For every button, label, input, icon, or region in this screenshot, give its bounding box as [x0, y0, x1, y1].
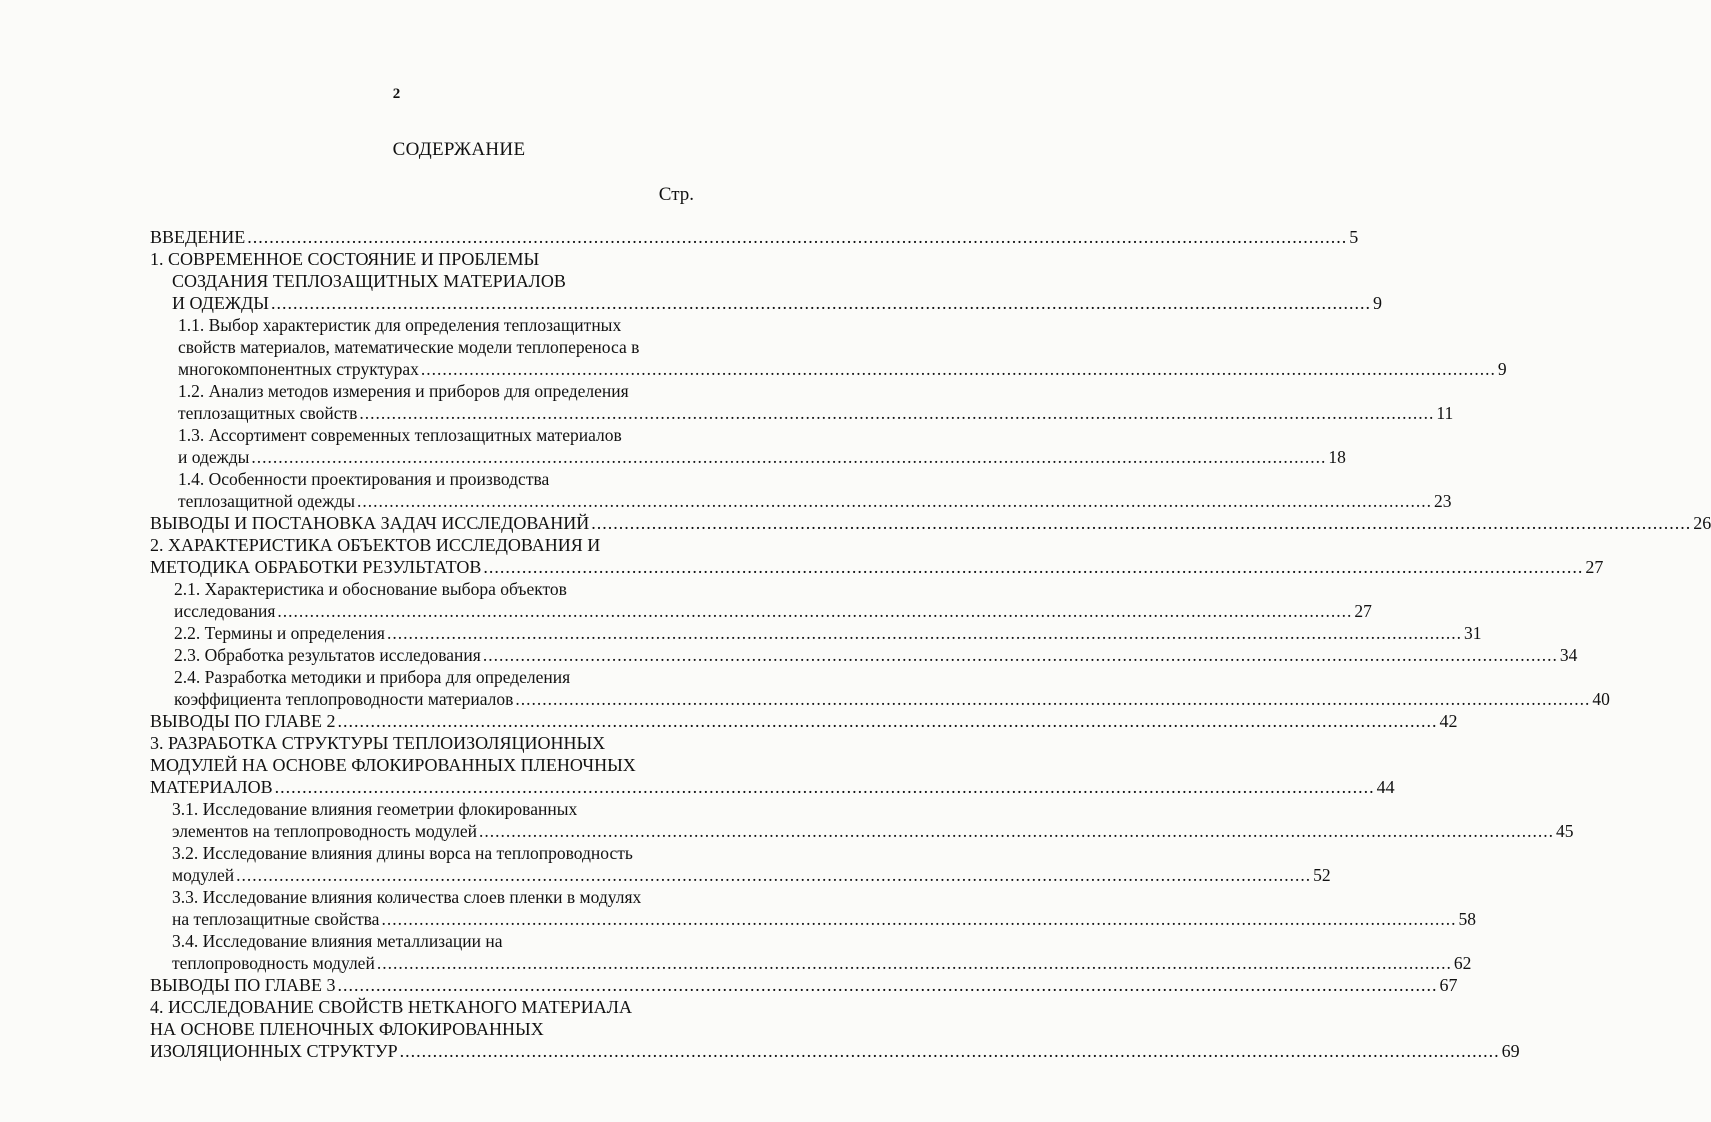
toc-page-number: 58 — [1458, 909, 1476, 929]
dot-leader: ........................................................................................................................................................................................................ — [420, 359, 1496, 379]
toc-page-number: 26 — [1693, 513, 1711, 533]
toc-entry-text: теплозащитных свойств — [178, 403, 358, 423]
toc-entry-leader-line — [150, 226, 1359, 248]
toc-entry-text: коэффициента теплопроводности материалов — [174, 689, 514, 709]
toc-page-number: 40 — [1592, 689, 1610, 709]
toc-entry-leader-line — [172, 908, 1476, 930]
toc-page-number: 9 — [1497, 359, 1507, 379]
page-number: 2 — [392, 86, 401, 102]
dot-leader: ........................................................................................................................................................................................................ — [591, 513, 1692, 533]
toc-entry-text: теплопроводность модулей — [172, 953, 375, 973]
toc-entry-leader-line — [150, 512, 1711, 534]
toc-entry-line: 2. ХАРАКТЕРИСТИКА ОБЪЕКТОВ ИССЛЕДОВАНИЯ И — [150, 535, 601, 555]
toc-entry-text: И ОДЕЖДЫ — [172, 293, 269, 313]
dot-leader: ........................................................................................................................................................................................................ — [386, 623, 1462, 643]
toc-entry-leader-line — [178, 446, 1346, 468]
toc-page-number: 67 — [1439, 975, 1458, 995]
dot-leader: ........................................................................................................................................................................................................ — [247, 227, 1348, 247]
toc-page-number: 5 — [1349, 227, 1359, 247]
page-column-label: Стр. — [658, 184, 694, 205]
toc-entry-leader-line — [172, 864, 1331, 886]
toc-entry-line: 1.3. Ассортимент современных теплозащитных материалов — [178, 425, 622, 445]
toc-entry-text: 2.3. Обработка результатов исследования — [174, 645, 481, 665]
toc-entry-text: исследования — [174, 601, 276, 621]
toc-entry-line: 4. ИССЛЕДОВАНИЕ СВОЙСТВ НЕТКАНОГО МАТЕРИАЛА — [150, 997, 633, 1017]
toc-entry-leader-line — [150, 776, 1395, 798]
dot-leader: ........................................................................................................................................................................................................ — [482, 645, 1558, 665]
toc-page-number: 11 — [1436, 403, 1454, 423]
dot-leader: ........................................................................................................................................................................................................ — [359, 403, 1435, 423]
toc-entry-leader-line — [178, 402, 1454, 424]
toc-page-number: 45 — [1556, 821, 1574, 841]
toc-entry-line: 3.3. Исследование влияния количества слоев пленки в модулях — [172, 887, 642, 907]
toc-page-number: 27 — [1354, 601, 1372, 621]
toc-page-number: 23 — [1433, 491, 1452, 511]
toc-entry-line: СОЗДАНИЯ ТЕПЛОЗАЩИТНЫХ МАТЕРИАЛОВ — [172, 271, 566, 291]
dot-leader: ........................................................................................................................................................................................................ — [483, 557, 1584, 577]
toc-entry-text: на теплозащитные свойства — [172, 909, 380, 929]
toc-entry-line: 1.4. Особенности проектирования и производства — [178, 469, 550, 489]
dot-leader: ........................................................................................................................................................................................................ — [515, 689, 1591, 709]
toc-entry-line: 1.2. Анализ методов измерения и приборов для определения — [178, 381, 629, 401]
toc-entry-line: 3.4. Исследование влияния металлизации на — [172, 931, 503, 951]
toc-entry-text: теплозащитной одежды — [178, 491, 355, 511]
toc-page-number: 34 — [1559, 645, 1578, 665]
toc-entry-text: модулей — [172, 865, 235, 885]
toc-page-number: 42 — [1439, 711, 1458, 731]
dot-leader: ........................................................................................................................................................................................................ — [270, 293, 1371, 313]
toc-entry-text: ВЫВОДЫ ПО ГЛАВЕ 2 — [150, 711, 336, 731]
dot-leader: ........................................................................................................................................................................................................ — [381, 909, 1457, 929]
dot-leader: ........................................................................................................................................................................................................ — [399, 1041, 1500, 1061]
toc-page-number: 31 — [1463, 623, 1482, 643]
toc-entry-leader-line — [172, 820, 1574, 842]
toc-entry-leader-line — [174, 622, 1482, 644]
dot-leader: ........................................................................................................................................................................................................ — [376, 953, 1452, 973]
toc-entry-line: 2.1. Характеристика и обоснование выбора объектов — [174, 579, 567, 599]
toc-page-number: 62 — [1453, 953, 1472, 973]
dot-leader: ........................................................................................................................................................................................................ — [277, 601, 1353, 621]
toc-entry-line: 3. РАЗРАБОТКА СТРУКТУРЫ ТЕПЛОИЗОЛЯЦИОННЫХ — [150, 733, 606, 753]
dot-leader: ........................................................................................................................................................................................................ — [479, 821, 1555, 841]
toc-entry-line: 2.4. Разработка методики и прибора для определения — [174, 667, 571, 687]
dot-leader: ........................................................................................................................................................................................................ — [337, 711, 1438, 731]
toc-page-number: 18 — [1328, 447, 1346, 467]
toc-entry-leader-line — [178, 358, 1507, 380]
toc-entry-line: НА ОСНОВЕ ПЛЕНОЧНЫХ ФЛОКИРОВАННЫХ — [150, 1019, 544, 1039]
toc-page-number: 52 — [1313, 865, 1331, 885]
toc-entry-text: ВЫВОДЫ И ПОСТАНОВКА ЗАДАЧ ИССЛЕДОВАНИЙ — [150, 513, 590, 533]
toc-page-number: 9 — [1372, 293, 1382, 313]
dot-leader: ........................................................................................................................................................................................................ — [356, 491, 1432, 511]
toc-entry-text: МАТЕРИАЛОВ — [150, 777, 273, 797]
toc-entry-text: ВЫВОДЫ ПО ГЛАВЕ 3 — [150, 975, 336, 995]
toc-entry-text: ИЗОЛЯЦИОННЫХ СТРУКТУР — [150, 1041, 398, 1061]
toc-entry-line: 1. СОВРЕМЕННОЕ СОСТОЯНИЕ И ПРОБЛЕМЫ — [150, 249, 540, 269]
toc-entry-text: ВВЕДЕНИЕ — [150, 227, 246, 247]
toc-entry-leader-line — [178, 490, 1452, 512]
dot-leader: ........................................................................................................................................................................................................ — [251, 447, 1327, 467]
toc-entry-line: МОДУЛЕЙ НА ОСНОВЕ ФЛОКИРОВАННЫХ ПЛЕНОЧНЫХ — [150, 755, 636, 775]
toc-entry-line: 3.1. Исследование влияния геометрии флокированных — [172, 799, 578, 819]
dot-leader: ........................................................................................................................................................................................................ — [236, 865, 1312, 885]
toc-entry-leader-line — [172, 292, 1382, 314]
toc-entry-text: МЕТОДИКА ОБРАБОТКИ РЕЗУЛЬТАТОВ — [150, 557, 482, 577]
toc-entry-text: элементов на теплопроводность модулей — [172, 821, 478, 841]
toc-entry-leader-line — [150, 556, 1604, 578]
toc-entry-line: свойств материалов, математические модели теплопереноса в — [178, 337, 640, 357]
toc-entry-text: и одежды — [178, 447, 250, 467]
toc-page-number: 44 — [1376, 777, 1395, 797]
toc-entry-leader-line — [150, 1040, 1520, 1062]
toc-entry-leader-line — [174, 644, 1578, 666]
toc-entry-text: многокомпонентных структурах — [178, 359, 419, 379]
toc-page-number: 27 — [1585, 557, 1604, 577]
toc-page-number: 69 — [1501, 1041, 1520, 1061]
dot-leader: ........................................................................................................................................................................................................ — [337, 975, 1438, 995]
toc-entry-leader-line — [150, 710, 1458, 732]
toc-title: СОДЕРЖАНИЕ — [392, 139, 526, 160]
toc-entry-text: 2.2. Термины и определения — [174, 623, 385, 643]
toc-entry-leader-line — [172, 952, 1472, 974]
toc-entry-leader-line — [174, 600, 1372, 622]
toc-entry-line: 1.1. Выбор характеристик для определения теплозащитных — [178, 315, 622, 335]
toc-entry-leader-line — [174, 688, 1610, 710]
toc-entry-leader-line — [150, 974, 1458, 996]
toc-entry-line: 3.2. Исследование влияния длины ворса на теплопроводность — [172, 843, 633, 863]
dot-leader: ........................................................................................................................................................................................................ — [274, 777, 1375, 797]
